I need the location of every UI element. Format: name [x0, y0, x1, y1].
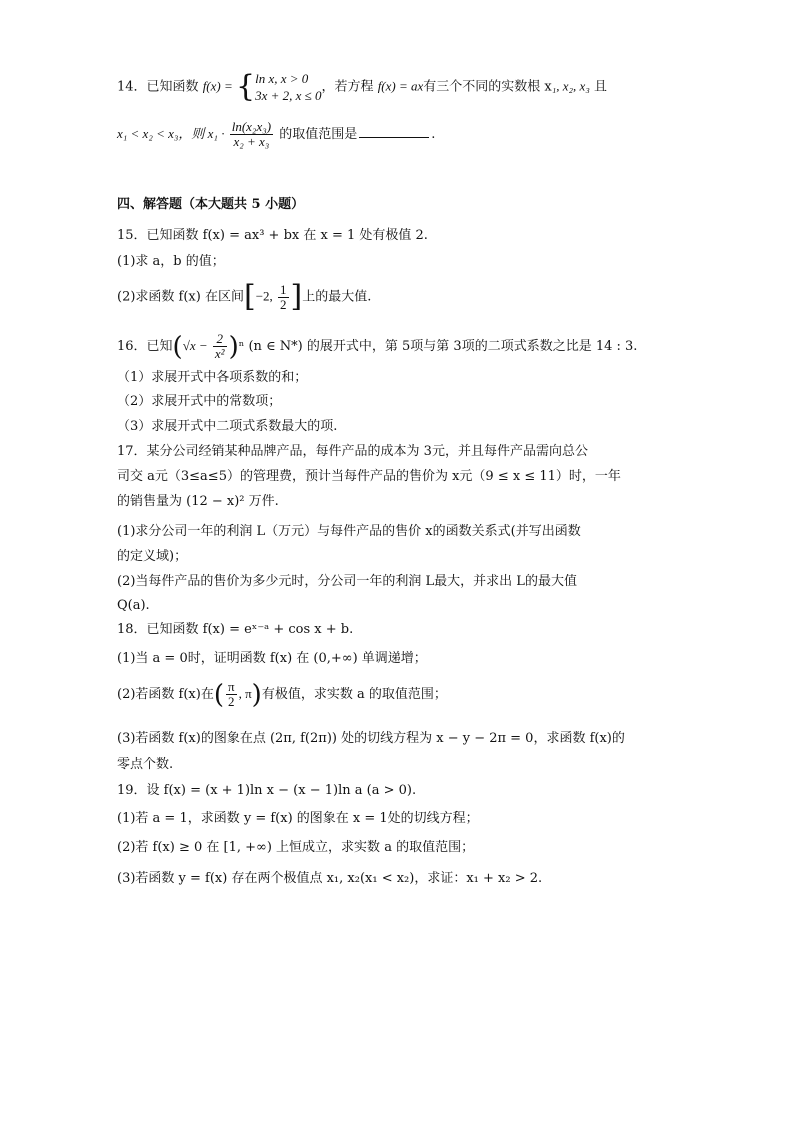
q16-inner: √x −: [182, 338, 211, 353]
q14-line-1: [117, 70, 607, 104]
q14-prefix: 14．已知函数: [117, 79, 203, 95]
q15-line-3: [117, 279, 372, 314]
q19-line-2: (1)若 a = 1，求函数 y = f(x) 的图象在 x = 1处的切线方程；: [117, 811, 479, 826]
q14-roots: ₁, x₂, x₃: [551, 78, 590, 94]
q16-line-4: （3）求展开式中二项式系数最大的项.: [117, 419, 338, 434]
q15-line-2: (1)求 a，b 的值；: [117, 254, 225, 269]
q14-fraction: [230, 120, 273, 149]
q16-l1a: 16．已知: [117, 339, 173, 354]
q17-line-1: 17．某分公司经销某种品牌产品，每件产品的成本为 3元，并且每件产品需向总公: [117, 444, 588, 459]
q18-line-4: (3)若函数 f(x)的图象在点 (2π, f(2π)) 处的切线方程为 x − y − 2π = 0，求函数 f(x)的: [117, 731, 625, 746]
q16-line-3: （2）求展开式中的常数项；: [117, 394, 282, 409]
q17-line-4: (1)求分公司一年的利润 L（万元）与每件产品的售价 x的函数关系式(并写出函数: [117, 524, 581, 539]
q14-case-2: 3x + 2, x ≤ 0: [255, 88, 322, 103]
q14-fx: f(x) =: [202, 78, 236, 94]
q14-line2b: 的取值范围是: [275, 127, 358, 142]
q16-fraction: [213, 332, 227, 361]
q14-tail2: 且: [589, 79, 607, 95]
q15-line-1: 15．已知函数 f(x) = ax³ + bx 在 x = 1 处有极值 2.: [117, 228, 428, 243]
q15-l3b: 上的最大值.: [302, 289, 372, 305]
q17-line-5: 的定义域)；: [117, 549, 188, 564]
q16-right-paren: ): [228, 331, 239, 362]
q18-right-paren: ): [251, 679, 262, 710]
q18-l3a: (2)若函数 f(x)在: [117, 687, 214, 702]
q19-line-3: (2)若 f(x) ≥ 0 在 [1, +∞) 上恒成立，求实数 a 的取值范围；: [117, 840, 475, 855]
q18-fraction: [226, 680, 237, 709]
q17-line-2: 司交 a元（3≤a≤5）的管理费，预计当每件产品的售价为 x元（9 ≤ x ≤ 11）时，一年: [117, 469, 621, 484]
q15-l3a: (2)求函数 f(x) 在区间: [117, 289, 244, 305]
q19-line-1: 19．设 f(x) = (x + 1)ln x − (x − 1)ln a (a > 0).: [117, 783, 417, 798]
q17-line-6: (2)当每件产品的售价为多少元时，分公司一年的利润 L最大，并求出 L的最大值: [117, 574, 577, 589]
q14-line-2: [117, 120, 435, 149]
q17-line-7: Q(a).: [117, 598, 150, 613]
q18-interval: , π: [238, 686, 252, 701]
q18-line-3: [117, 680, 447, 709]
q14-cases: [255, 70, 321, 104]
q14-eq: f(x) = ax: [377, 78, 424, 94]
q14-line2a: x₁ < x₂ < x₃，则 x₁ ·: [117, 126, 228, 141]
q14-case-1: ln x, x > 0: [255, 71, 309, 86]
q18-line-5: 零点个数.: [117, 757, 174, 772]
q15-frac-num: 1: [280, 281, 287, 297]
q16-frac-num: 2: [213, 332, 227, 347]
q15-fraction: [278, 283, 289, 312]
section-4-heading: 四、解答题（本大题共 5 小题）: [117, 197, 305, 212]
q14-mid: ，若方程: [321, 79, 378, 95]
q14-tail: 有三个不同的实数根 x: [423, 79, 552, 95]
q15-right-bracket: ]: [290, 279, 303, 314]
q18-frac-num: π: [228, 679, 235, 694]
q16-line-2: （1）求展开式中各项系数的和；: [117, 370, 308, 385]
q16-frac-den: x²: [214, 346, 225, 361]
q16-line-1: [117, 332, 637, 361]
q14-end: .: [431, 127, 436, 142]
q14-answer-blank[interactable]: [359, 127, 429, 138]
q17-line-3: 的销售量为 (12 − x)² 万件.: [117, 494, 279, 509]
q15-left-bracket: [: [243, 279, 256, 314]
q15-interval-a: −2,: [255, 288, 277, 304]
q14-frac-den: x₂ + x₃: [233, 134, 270, 149]
q16-left-paren: (: [172, 331, 183, 362]
q18-left-paren: (: [213, 679, 224, 710]
q14-brace: {: [236, 69, 256, 104]
q18-line-1: 18．已知函数 f(x) = eˣ⁻ᵃ + cos x + b.: [117, 622, 354, 637]
q19-line-4: (3)若函数 y = f(x) 存在两个极值点 x₁, x₂(x₁ < x₂)，求证：x₁ + x₂ > 2.: [117, 871, 543, 886]
q18-l3b: 有极值，求实数 a 的取值范围；: [261, 687, 447, 702]
q16-l1b: ⁿ (n ∈ N*) 的展开式中，第 5项与第 3项的二项式系数之比是 14 : 3.: [238, 339, 638, 354]
q15-frac-den: 2: [280, 296, 287, 312]
q14-frac-num: ln(x₂x₃): [231, 119, 272, 134]
q18-frac-den: 2: [228, 694, 235, 709]
q18-line-2: (1)当 a = 0时，证明函数 f(x) 在 (0,+∞) 单调递增；: [117, 651, 427, 666]
